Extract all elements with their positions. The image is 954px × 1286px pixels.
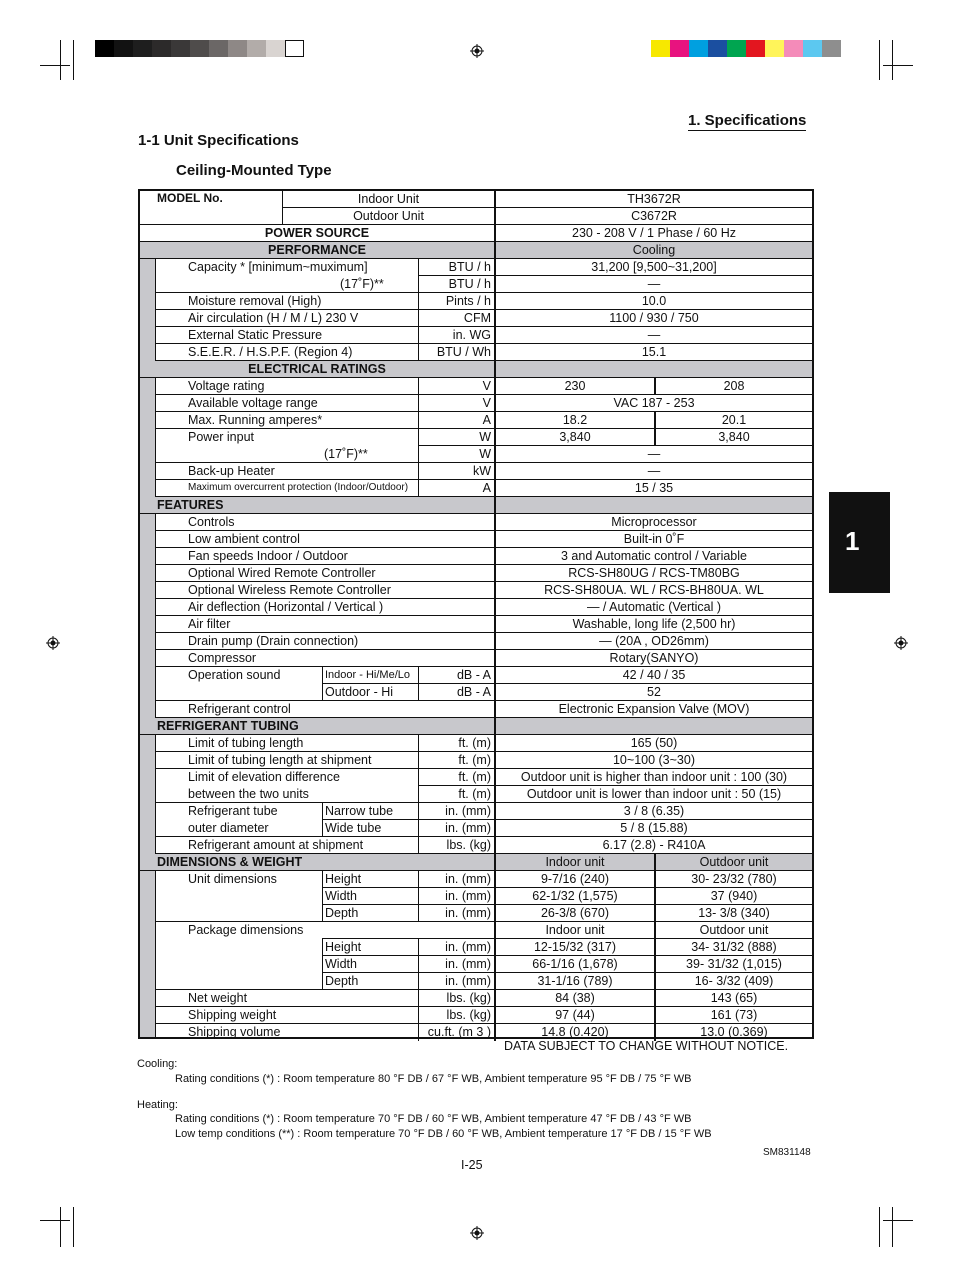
sound-outdoor-unit: dB - A bbox=[418, 684, 494, 701]
dimension-sub: Height bbox=[322, 939, 418, 956]
performance-row-label: (17˚F)** bbox=[156, 276, 418, 293]
tubing-row-unit: ft. (m) bbox=[418, 769, 494, 786]
performance-row-value: — bbox=[494, 276, 812, 293]
chapter-tab bbox=[829, 492, 890, 593]
narrow-tube-value: 3 / 8 (6.35) bbox=[494, 803, 812, 820]
tubing-row-label: between the two units bbox=[156, 786, 418, 803]
dimension-outdoor-value: 39- 31/32 (1,015) bbox=[654, 956, 812, 973]
weight-unit: lbs. (kg) bbox=[418, 990, 494, 1007]
model-label: MODEL No. bbox=[140, 191, 282, 225]
feature-row bbox=[140, 582, 812, 599]
weight-label: Net weight bbox=[156, 990, 418, 1007]
package-dimensions-header-row bbox=[140, 922, 812, 939]
blank-cell bbox=[156, 973, 322, 990]
weight-label: Shipping volume bbox=[188, 1025, 281, 1039]
refrigerant-amount-unit: lbs. (kg) bbox=[418, 837, 494, 854]
performance-row bbox=[140, 276, 812, 293]
color-swatch bbox=[765, 40, 784, 57]
spec-table bbox=[138, 189, 814, 1039]
feature-row bbox=[140, 650, 812, 667]
blank-cell bbox=[156, 956, 322, 973]
color-swatch bbox=[708, 40, 727, 57]
performance-row-value: 10.0 bbox=[494, 293, 812, 310]
dimensions-header: DIMENSIONS & WEIGHT bbox=[140, 854, 494, 871]
feature-row-label: Fan speeds Indoor / Outdoor bbox=[156, 548, 494, 565]
performance-row bbox=[140, 344, 812, 361]
features-header-row bbox=[140, 497, 812, 514]
feature-row-value: — (20A , OD26mm) bbox=[494, 633, 812, 650]
refrigerant-control-value: Electronic Expansion Valve (MOV) bbox=[494, 701, 812, 718]
weight-row bbox=[140, 1007, 812, 1024]
dimensions-col-outdoor: Outdoor unit bbox=[654, 854, 812, 871]
unit-dimension-row bbox=[140, 905, 812, 922]
dimension-outdoor-value: 34- 31/32 (888) bbox=[654, 939, 812, 956]
gray-swatch bbox=[152, 40, 171, 57]
unit-dimension-row bbox=[140, 888, 812, 905]
tubing-header-row bbox=[140, 718, 812, 735]
model-outdoor-value: C3672R bbox=[494, 208, 812, 225]
gray-swatch bbox=[285, 40, 304, 57]
subsection-title: Ceiling-Mounted Type bbox=[176, 162, 332, 179]
gray-swatch bbox=[133, 40, 152, 57]
wide-tube-value: 5 / 8 (15.88) bbox=[494, 820, 812, 837]
weight-indoor-value: 14.8 (0.420) bbox=[494, 1024, 654, 1041]
power-input-17f-value: — bbox=[494, 446, 812, 463]
tube-label-1: Refrigerant tube bbox=[188, 804, 278, 818]
performance-row-unit: BTU / h bbox=[418, 259, 494, 276]
sound-outdoor-value: 52 bbox=[494, 684, 812, 701]
weight-label: Shipping weight bbox=[156, 1007, 418, 1024]
weight-indoor-value: 97 (44) bbox=[494, 1007, 654, 1024]
performance-row-value: 15.1 bbox=[494, 344, 812, 361]
power-input-row bbox=[140, 429, 812, 446]
performance-row-label: Capacity * [minimum~muximum] bbox=[188, 260, 368, 274]
power-input-17f-row bbox=[140, 446, 812, 463]
model-indoor-row bbox=[140, 191, 812, 208]
dimension-sub: Width bbox=[322, 956, 418, 973]
model-indoor-value: TH3672R bbox=[494, 191, 812, 208]
gray-swatch bbox=[228, 40, 247, 57]
feature-row bbox=[140, 565, 812, 582]
performance-row-unit: CFM bbox=[418, 310, 494, 327]
performance-row-value: 31,200 [9,500~31,200] bbox=[494, 259, 812, 276]
overcurrent-unit: A bbox=[418, 480, 494, 497]
feature-row bbox=[140, 633, 812, 650]
features-header: FEATURES bbox=[140, 497, 494, 514]
power-input-17f-label: (17˚F)** bbox=[156, 446, 418, 463]
electrical-header: ELECTRICAL RATINGS bbox=[140, 361, 494, 378]
performance-header: PERFORMANCE bbox=[140, 242, 494, 259]
weight-indoor-value: 84 (38) bbox=[494, 990, 654, 1007]
gray-swatch bbox=[247, 40, 266, 57]
package-head-indoor: Indoor unit bbox=[494, 922, 654, 939]
performance-mode: Cooling bbox=[494, 242, 812, 259]
performance-row-unit: BTU / Wh bbox=[418, 344, 494, 361]
refrigerant-control-label: Refrigerant control bbox=[156, 701, 494, 718]
feature-row-label: Optional Wired Remote Controller bbox=[156, 565, 494, 582]
feature-row-value: Washable, long life (2,500 hr) bbox=[494, 616, 812, 633]
power-source-row bbox=[140, 225, 812, 242]
heating-note-title: Heating: bbox=[137, 1099, 178, 1111]
feature-row bbox=[140, 531, 812, 548]
dimension-indoor-value: 62-1/32 (1,575) bbox=[494, 888, 654, 905]
tubing-row-unit: ft. (m) bbox=[418, 735, 494, 752]
tubing-header: REFRIGERANT TUBING bbox=[140, 718, 494, 735]
tubing-row-label: Limit of tubing length at shipment bbox=[156, 752, 418, 769]
change-notice: DATA SUBJECT TO CHANGE WITHOUT NOTICE. bbox=[504, 1039, 789, 1053]
feature-row-label: Optional Wireless Remote Controller bbox=[156, 582, 494, 599]
sound-label: Operation sound bbox=[188, 668, 281, 682]
dimension-indoor-value: 9-7/16 (240) bbox=[494, 871, 654, 888]
gray-swatch bbox=[95, 40, 114, 57]
power-input-unit: W bbox=[418, 429, 494, 446]
power-source-value: 230 - 208 V / 1 Phase / 60 Hz bbox=[494, 225, 812, 242]
tubing-row-label: Limit of elevation difference bbox=[188, 770, 340, 784]
unit-dimension-row bbox=[140, 871, 812, 888]
dimension-outdoor-value: 37 (940) bbox=[654, 888, 812, 905]
performance-row-label: S.E.E.R. / H.S.P.F. (Region 4) bbox=[156, 344, 418, 361]
heating-rating-note: Rating conditions (*) : Room temperature 70 °F DB / 60 °F WB, Ambient temperature 47 °F DB / 43 °F WB bbox=[175, 1113, 692, 1125]
performance-header-row bbox=[140, 242, 812, 259]
elevation-row-1 bbox=[140, 769, 812, 786]
color-swatch bbox=[746, 40, 765, 57]
tubing-shipment-row bbox=[140, 752, 812, 769]
refrigerant-amount-row bbox=[140, 837, 812, 854]
performance-row bbox=[140, 259, 812, 276]
dimension-sub: Depth bbox=[322, 973, 418, 990]
wide-tube-sub: Wide tube bbox=[322, 820, 418, 837]
voltage-range-row bbox=[140, 395, 812, 412]
feature-row-value: — / Automatic (Vertical ) bbox=[494, 599, 812, 616]
dimension-indoor-value: 66-1/16 (1,678) bbox=[494, 956, 654, 973]
amperes-208: 20.1 bbox=[654, 412, 812, 429]
dimension-outdoor-value: 13- 3/8 (340) bbox=[654, 905, 812, 922]
feature-row bbox=[140, 548, 812, 565]
performance-row-label: Air circulation (H / M / L) 230 V bbox=[156, 310, 418, 327]
heater-row bbox=[140, 463, 812, 480]
package-dimensions-label: Package dimensions bbox=[188, 923, 304, 937]
feature-row-label: Low ambient control bbox=[156, 531, 494, 548]
feature-row bbox=[140, 514, 812, 531]
chapter-number: 1 bbox=[845, 526, 860, 556]
power-input-230: 3,840 bbox=[494, 429, 654, 446]
weight-outdoor-value: 13.0 (0.369) bbox=[654, 1024, 812, 1041]
dimension-unit: in. (mm) bbox=[418, 973, 494, 990]
sound-indoor-row bbox=[140, 667, 812, 684]
dimension-sub: Width bbox=[322, 888, 418, 905]
feature-row bbox=[140, 616, 812, 633]
blank-cell bbox=[156, 939, 322, 956]
overcurrent-value: 15 / 35 bbox=[494, 480, 812, 497]
feature-row-value: 3 and Automatic control / Variable bbox=[494, 548, 812, 565]
feature-row-value: Built-in 0˚F bbox=[494, 531, 812, 548]
feature-row-label: Drain pump (Drain connection) bbox=[156, 633, 494, 650]
gray-swatch bbox=[114, 40, 133, 57]
dimension-indoor-value: 12-15/32 (317) bbox=[494, 939, 654, 956]
sound-outdoor-sub: Outdoor - Hi bbox=[322, 684, 418, 701]
dimension-unit: in. (mm) bbox=[418, 905, 494, 922]
section-title: 1-1 Unit Specifications bbox=[138, 132, 299, 149]
gray-swatch bbox=[209, 40, 228, 57]
overcurrent-row bbox=[140, 480, 812, 497]
amperes-row bbox=[140, 412, 812, 429]
sound-indoor-sub: Indoor - Hi/Me/Lo bbox=[322, 667, 418, 684]
feature-row-value: RCS-SH80UA. WL / RCS-BH80UA. WL bbox=[494, 582, 812, 599]
wide-tube-unit: in. (mm) bbox=[418, 820, 494, 837]
blank-cell bbox=[322, 922, 494, 939]
refrigerant-amount-label: Refrigerant amount at shipment bbox=[156, 837, 418, 854]
feature-row-label: Air deflection (Horizontal / Vertical ) bbox=[156, 599, 494, 616]
cooling-note-title: Cooling: bbox=[137, 1058, 178, 1070]
tubing-row-unit: ft. (m) bbox=[418, 786, 494, 803]
tube-label-2: outer diameter bbox=[156, 820, 322, 837]
overcurrent-label: Maximum overcurrent protection (Indoor/Outdoor) bbox=[156, 480, 418, 497]
package-dimension-row bbox=[140, 973, 812, 990]
tubing-length-row bbox=[140, 735, 812, 752]
dimension-outdoor-value: 16- 3/32 (409) bbox=[654, 973, 812, 990]
blank-cell bbox=[156, 905, 322, 922]
tubing-row-label: Limit of tubing length bbox=[156, 735, 418, 752]
narrow-tube-unit: in. (mm) bbox=[418, 803, 494, 820]
model-outdoor-row bbox=[140, 208, 812, 225]
tubing-row-unit: ft. (m) bbox=[418, 752, 494, 769]
narrow-tube-row bbox=[140, 803, 812, 820]
wide-tube-row bbox=[140, 820, 812, 837]
tubing-row-value: 165 (50) bbox=[494, 735, 812, 752]
package-dimension-row bbox=[140, 939, 812, 956]
voltage-label: Voltage rating bbox=[156, 378, 418, 395]
feature-row-label: Air filter bbox=[156, 616, 494, 633]
gray-swatch bbox=[266, 40, 285, 57]
gray-swatch bbox=[190, 40, 209, 57]
color-swatch bbox=[651, 40, 670, 57]
amperes-unit: A bbox=[418, 412, 494, 429]
performance-row-unit: in. WG bbox=[418, 327, 494, 344]
feature-row-label: Compressor bbox=[156, 650, 494, 667]
voltage-208: 208 bbox=[654, 378, 812, 395]
dimension-unit: in. (mm) bbox=[418, 871, 494, 888]
tubing-row-value: Outdoor unit is higher than indoor unit : 100 (30) bbox=[494, 769, 812, 786]
performance-row-label: Moisture removal (High) bbox=[156, 293, 418, 310]
performance-row-value: — bbox=[494, 327, 812, 344]
performance-row bbox=[140, 310, 812, 327]
refrigerant-amount-value: 6.17 (2.8) - R410A bbox=[494, 837, 812, 854]
voltage-range-unit: V bbox=[418, 395, 494, 412]
registration-mark-icon bbox=[470, 1226, 484, 1240]
blank-cell bbox=[156, 888, 322, 905]
unit-dimensions-label: Unit dimensions bbox=[188, 872, 277, 886]
dimension-indoor-value: 26-3/8 (670) bbox=[494, 905, 654, 922]
model-outdoor-label: Outdoor Unit bbox=[282, 208, 494, 225]
amperes-label: Max. Running amperes* bbox=[156, 412, 418, 429]
voltage-range-value: VAC 187 - 253 bbox=[494, 395, 812, 412]
amperes-230: 18.2 bbox=[494, 412, 654, 429]
weight-outdoor-value: 143 (65) bbox=[654, 990, 812, 1007]
color-swatch bbox=[784, 40, 803, 57]
dimension-unit: in. (mm) bbox=[418, 939, 494, 956]
dimensions-header-row bbox=[140, 854, 812, 871]
weight-unit: lbs. (kg) bbox=[418, 1007, 494, 1024]
dimension-sub: Depth bbox=[322, 905, 418, 922]
performance-row bbox=[140, 327, 812, 344]
voltage-230: 230 bbox=[494, 378, 654, 395]
electrical-header-row bbox=[140, 361, 812, 378]
weight-unit: cu.ft. (m 3 ) bbox=[418, 1024, 494, 1041]
feature-row-value: Microprocessor bbox=[494, 514, 812, 531]
color-swatch bbox=[670, 40, 689, 57]
page-number: I-25 bbox=[461, 1158, 483, 1172]
package-dimension-row bbox=[140, 956, 812, 973]
registration-mark-icon bbox=[894, 636, 908, 650]
sound-indoor-unit: dB - A bbox=[418, 667, 494, 684]
color-swatch bbox=[727, 40, 746, 57]
power-input-17f-unit: W bbox=[418, 446, 494, 463]
tubing-row-value: 10~100 (3~30) bbox=[494, 752, 812, 769]
performance-row-value: 1100 / 930 / 750 bbox=[494, 310, 812, 327]
voltage-range-label: Available voltage range bbox=[156, 395, 418, 412]
feature-row-value: Rotary(SANYO) bbox=[494, 650, 812, 667]
elevation-row-2 bbox=[140, 786, 812, 803]
model-indoor-label: Indoor Unit bbox=[282, 191, 494, 208]
weight-outdoor-value: 161 (73) bbox=[654, 1007, 812, 1024]
performance-row bbox=[140, 293, 812, 310]
cooling-rating-note: Rating conditions (*) : Room temperature 80 °F DB / 67 °F WB, Ambient temperature 95 °F DB / 75 °F WB bbox=[175, 1073, 692, 1085]
power-source-label: POWER SOURCE bbox=[140, 225, 494, 242]
heater-unit: kW bbox=[418, 463, 494, 480]
dimension-unit: in. (mm) bbox=[418, 888, 494, 905]
registration-mark-icon bbox=[46, 636, 60, 650]
dimension-unit: in. (mm) bbox=[418, 956, 494, 973]
performance-row-unit: BTU / h bbox=[418, 276, 494, 293]
performance-row-label: External Static Pressure bbox=[156, 327, 418, 344]
registration-mark-icon bbox=[470, 44, 484, 58]
dimension-indoor-value: 31-1/16 (789) bbox=[494, 973, 654, 990]
heater-value: — bbox=[494, 463, 812, 480]
dimensions-col-indoor: Indoor unit bbox=[494, 854, 654, 871]
document-code: SM831148 bbox=[763, 1147, 811, 1158]
power-input-label: Power input bbox=[188, 430, 255, 444]
feature-row bbox=[140, 599, 812, 616]
section-header: 1. Specifications bbox=[688, 112, 807, 129]
heating-low-temp-note: Low temp conditions (**) : Room temperature 70 °F DB / 60 °F WB, Ambient temperature 17 °F DB / 15 °F WB bbox=[175, 1128, 712, 1140]
performance-row-unit: Pints / h bbox=[418, 293, 494, 310]
narrow-tube-sub: Narrow tube bbox=[322, 803, 418, 820]
color-swatch bbox=[822, 40, 841, 57]
power-input-208: 3,840 bbox=[654, 429, 812, 446]
weight-row bbox=[140, 990, 812, 1007]
voltage-row bbox=[140, 378, 812, 395]
package-head-outdoor: Outdoor unit bbox=[654, 922, 812, 939]
dimension-sub: Height bbox=[322, 871, 418, 888]
feature-row-label: Controls bbox=[156, 514, 494, 531]
heater-label: Back-up Heater bbox=[156, 463, 418, 480]
sound-outdoor-row bbox=[140, 684, 812, 701]
voltage-unit: V bbox=[418, 378, 494, 395]
dimension-outdoor-value: 30- 23/32 (780) bbox=[654, 871, 812, 888]
tubing-row-value: Outdoor unit is lower than indoor unit : 50 (15) bbox=[494, 786, 812, 803]
color-swatch bbox=[689, 40, 708, 57]
feature-row-value: RCS-SH80UG / RCS-TM80BG bbox=[494, 565, 812, 582]
sound-indoor-value: 42 / 40 / 35 bbox=[494, 667, 812, 684]
color-swatch bbox=[803, 40, 822, 57]
refrigerant-control-row bbox=[140, 701, 812, 718]
gray-swatch bbox=[171, 40, 190, 57]
